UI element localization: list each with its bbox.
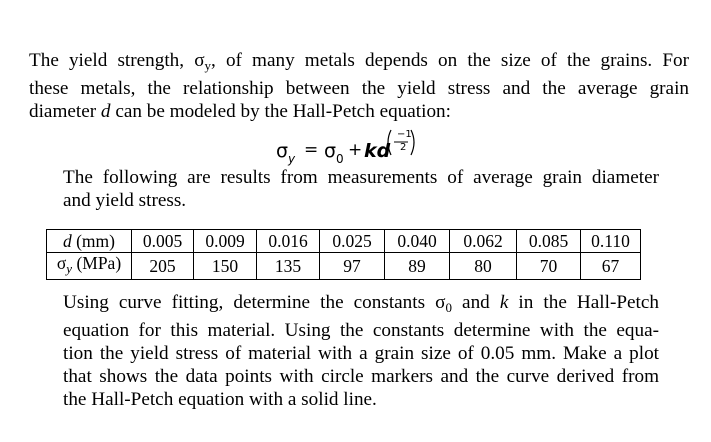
intro-paragraph	[29, 49, 689, 123]
header-sigma: σ	[56, 253, 67, 273]
data-table	[46, 229, 641, 280]
eq-sigma-0: σ	[324, 140, 337, 162]
sigma-subscript-y: y	[204, 58, 212, 73]
eq-exponent-denominator: 2	[400, 142, 407, 153]
table-cell: 0.040	[385, 230, 450, 253]
hall-petch-equation	[258, 128, 458, 168]
task-variable-k: k	[499, 292, 509, 313]
table-row-stress	[47, 253, 641, 280]
table-cell: 0.009	[194, 230, 257, 253]
task-line-4: that shows the data points with circle markers and the curve derived from	[63, 366, 659, 387]
eq-sub-y: y	[288, 152, 296, 166]
table-cell: 0.025	[320, 230, 385, 253]
task-paragraph	[63, 291, 659, 411]
intro-line-3	[29, 100, 689, 123]
table-cell: 0.085	[517, 230, 581, 253]
task-sigma: σ	[435, 292, 446, 313]
following-paragraph	[63, 166, 659, 212]
task-line-5: the Hall-Petch equation with a solid line.	[63, 389, 377, 410]
following-line-1: The following are results from measurements of average grain diameter	[63, 167, 659, 188]
intro-text-3a: diameter	[29, 101, 101, 122]
header-unit-mpa: (MPa)	[72, 253, 122, 273]
intro-line-2	[29, 77, 689, 100]
task-line-2: equation for this material. Using the constants determine with the equa-	[63, 320, 659, 341]
table-cell: 97	[320, 253, 385, 280]
task-line-1	[63, 291, 659, 319]
task-text-1a: Using curve fitting, determine the constants	[63, 292, 436, 313]
eq-sub-0: 0	[336, 152, 344, 166]
header-sub-y: y	[66, 261, 73, 276]
table-cell: 0.005	[132, 230, 194, 253]
task-text-1b: and	[451, 292, 500, 313]
eq-sigma-y: σ	[276, 140, 289, 162]
table-cell: 67	[581, 253, 641, 280]
intro-text-1b: , of many metals depends on the size of the grains. For	[211, 50, 689, 71]
variable-d: d	[100, 101, 111, 122]
task-sigma-sub: 0	[445, 300, 452, 315]
table-cell: 0.016	[257, 230, 320, 253]
eq-kd: kd	[364, 140, 391, 162]
task-text-1c: in the Hall-Petch	[508, 292, 659, 313]
intro-line-1	[29, 49, 689, 77]
table-cell: 205	[132, 253, 194, 280]
eq-equals: =	[304, 140, 319, 160]
header-var-d: d	[62, 231, 72, 251]
sigma-symbol: σ	[194, 50, 205, 71]
row-header-stress	[47, 253, 132, 280]
table-cell: 80	[450, 253, 517, 280]
table-cell: 0.062	[450, 230, 517, 253]
eq-exponent-numerator: −1	[397, 129, 412, 140]
header-unit-mm: (mm)	[71, 231, 115, 251]
intro-text-3b: can be modeled by the Hall-Petch equation:	[110, 101, 451, 122]
following-line-2: and yield stress.	[63, 190, 187, 211]
table-cell: 70	[517, 253, 581, 280]
table-cell: 135	[257, 253, 320, 280]
row-header-diameter	[47, 230, 132, 253]
intro-text-1a: The yield strength,	[29, 50, 195, 71]
table-cell: 0.110	[581, 230, 641, 253]
table-cell: 89	[385, 253, 450, 280]
intro-text-2: these metals, the relationship between the yield stress and the average grain	[29, 78, 689, 99]
table-cell: 150	[194, 253, 257, 280]
task-line-3: tion the yield stress of material with a grain size of 0.05 mm. Make a plot	[63, 343, 659, 364]
table-row-diameter	[47, 230, 641, 253]
eq-plus: +	[348, 140, 363, 160]
